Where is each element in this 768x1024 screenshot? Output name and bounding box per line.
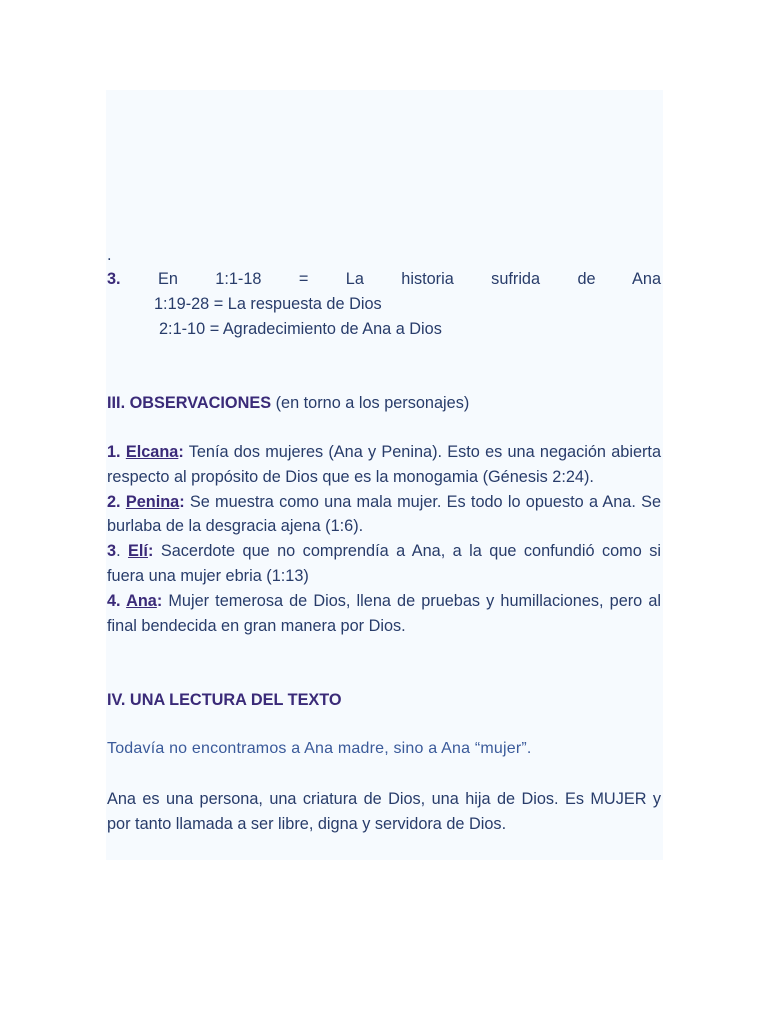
list-item xyxy=(107,490,661,540)
item-number: 1. xyxy=(107,443,126,461)
lectura-body xyxy=(107,787,661,837)
item-colon: : xyxy=(156,591,163,610)
section-3-word: historia xyxy=(401,270,454,288)
item-number: 3 xyxy=(107,542,117,561)
item-colon: : xyxy=(178,443,184,461)
item-text: Sacerdote que no comprendía a Ana, a la que confundió como si fuera una mujer ebria (1:13) xyxy=(107,542,661,585)
item-number: 2. xyxy=(107,492,126,511)
section-3-word: 1:1-18 xyxy=(215,270,262,288)
list-item xyxy=(107,539,661,589)
list-item xyxy=(107,589,661,639)
section-3-line-2: 1:19-28 = La respuesta de Dios xyxy=(154,294,382,313)
section-3-references xyxy=(107,267,661,341)
section-3-word: = xyxy=(298,270,309,288)
section-3-line-3: 2:1-10 = Agradecimiento de Ana a Dios xyxy=(159,319,442,338)
lectura-intro: Todavía no encontramos a Ana madre, sino a Ana “mujer”. xyxy=(107,740,532,757)
item-text: Se muestra como una mala mujer. Es todo lo opuesto a Ana. Se burlaba de la desgracia ajena (1:6). xyxy=(107,492,661,536)
item-colon: : xyxy=(179,492,185,511)
section-3-word: Ana xyxy=(632,270,662,288)
item-text: Tenía dos mujeres (Ana y Penina). Esto es una negación abierta respecto al propósito de Dios que es la monogamia (Génesis 2:24). xyxy=(107,443,661,486)
lectura-heading: IV. UNA LECTURA DEL TEXTO xyxy=(107,691,342,709)
observaciones-subheading: (en torno a los personajes) xyxy=(271,394,470,412)
character-name: Penina xyxy=(125,492,180,511)
item-text: Mujer temerosa de Dios, llena de pruebas y humillaciones, pero al final bendecida en gran manera por Dios. xyxy=(107,591,662,635)
list-item xyxy=(107,440,661,490)
character-name: Elcana xyxy=(125,443,179,461)
item-separator: . xyxy=(116,542,129,561)
section-3-number: 3. xyxy=(107,270,121,288)
section-3-word: de xyxy=(577,270,596,288)
section-3-word: sufrida xyxy=(491,270,541,288)
character-name: Ana xyxy=(126,591,157,610)
section-3-word: La xyxy=(345,270,364,288)
stray-dot: . xyxy=(107,246,112,264)
section-3-intro-line xyxy=(107,267,661,292)
character-name: Elí xyxy=(128,542,148,561)
section-3-word: En xyxy=(157,270,178,288)
observaciones-heading-line xyxy=(107,391,661,416)
item-colon: : xyxy=(147,542,154,561)
observaciones-list xyxy=(107,440,661,638)
item-number: 4. xyxy=(107,591,127,610)
observaciones-heading: III. OBSERVACIONES xyxy=(107,394,272,412)
lectura-paragraph: Ana es una persona, una criatura de Dios, una hija de Dios. Es MUJER y por tanto llamada a ser libre, digna y servidora de Dios. xyxy=(107,790,661,833)
